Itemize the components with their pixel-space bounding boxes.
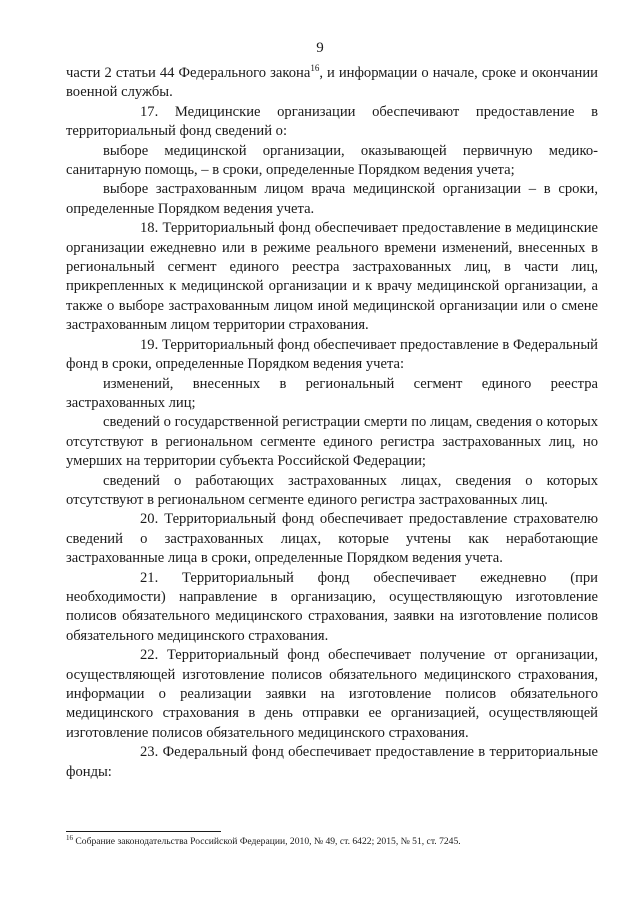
paragraph-text: Территориальный фонд обеспечивает ежедневно (при необходимости) направление в организацию, осуществляющую изготовление полисов обязательного медицинского страхования, заявки на изготовление полисов обязательного медицинского страхования. (66, 569, 598, 644)
paragraph-number: 21. (140, 569, 159, 586)
paragraph-text: , и информации о начале, сроке и окончании военной службы. (66, 65, 598, 101)
paragraph-18 (66, 219, 598, 335)
paragraph-text: Территориальный фонд обеспечивает предоставление в Федеральный фонд в сроки, определенные Порядком ведения учета: (66, 336, 598, 373)
list-item: сведений о работающих застрахованных лицах, сведения о которых отсутствуют в региональном сегменте единого регистра застрахованных лиц. (66, 472, 598, 508)
paragraph-continuation (66, 64, 598, 103)
list-item: выборе медицинской организации, оказывающей первичную медико-санитарную помощь, – в сроки, определенные Порядком ведения учета; (66, 142, 598, 179)
paragraph-22 (66, 646, 598, 743)
paragraph-text: Территориальный фонд обеспечивает предоставление в медицинские организации ежедневно или в режиме реального времени изменений, внесенных в региональный сегмент единого реестра застрахованных лиц, в части лиц, прикрепленных к медицинской организации и к врачу медицинской организации, а также о выборе застрахованным лицом иной медицинской организации или о смене застрахованным лицом территории страхования. (66, 220, 598, 334)
paragraph-number: 19. (140, 336, 159, 353)
list-item: изменений, внесенных в региональный сегмент единого реестра застрахованных лиц; (66, 375, 598, 411)
paragraph-text: Территориальный фонд обеспечивает предоставление страхователю сведений о застрахованных лицах, которые учтены как неработающие застрахованные лица в сроки, определенные Порядком ведения учета. (66, 511, 599, 567)
footnote-text: Собрание законодательства Российской Федерации, 2010, № 49, ст. 6422; 2015, № 51, ст. 7245. (73, 836, 461, 847)
paragraph-17 (66, 103, 598, 142)
footnote-divider (66, 831, 221, 832)
document-body (66, 64, 598, 782)
footnote-reference[interactable]: 16 (310, 63, 320, 74)
paragraph-text: части 2 статьи 44 Федерального закона (66, 65, 311, 81)
footnote-marker: 16 (66, 833, 73, 842)
paragraph-20 (66, 510, 598, 568)
paragraph-21 (66, 569, 598, 647)
paragraph-text: Медицинские организации обеспечивают предоставление в территориальный фонд сведений о: (66, 103, 598, 140)
paragraph-text: Федеральный фонд обеспечивает предоставление в территориальные фонды: (66, 744, 598, 780)
paragraph-number: 17. (140, 103, 159, 120)
paragraph-number: 20. (140, 511, 159, 528)
paragraph-number: 22. (140, 647, 159, 664)
paragraph-number: 23. (140, 744, 159, 761)
list-item: выборе застрахованным лицом врача медицинской организации – в сроки, определенные Порядком ведения учета. (66, 181, 598, 217)
paragraph-number: 18. (140, 220, 159, 237)
paragraph-19 (66, 336, 598, 375)
page-number: 9 (316, 40, 324, 56)
list-item: сведений о государственной регистрации смерти по лицам, сведения о которых отсутствуют в региональном сегменте единого регистра застрахованных лиц, но умерших на территории субъекта Российской Федерации; (66, 414, 598, 470)
paragraph-text: Территориальный фонд обеспечивает получение от организации, осуществляющей изготовление полисов обязательного медицинского страхования, информации о реализации заявки на изготовление полисов обязательного медицинского страхования в день отправки ее организацией, осуществляющей изготовление полисов обязательного медицинского страхования. (66, 647, 598, 741)
footnote (66, 833, 598, 848)
paragraph-23 (66, 743, 598, 782)
